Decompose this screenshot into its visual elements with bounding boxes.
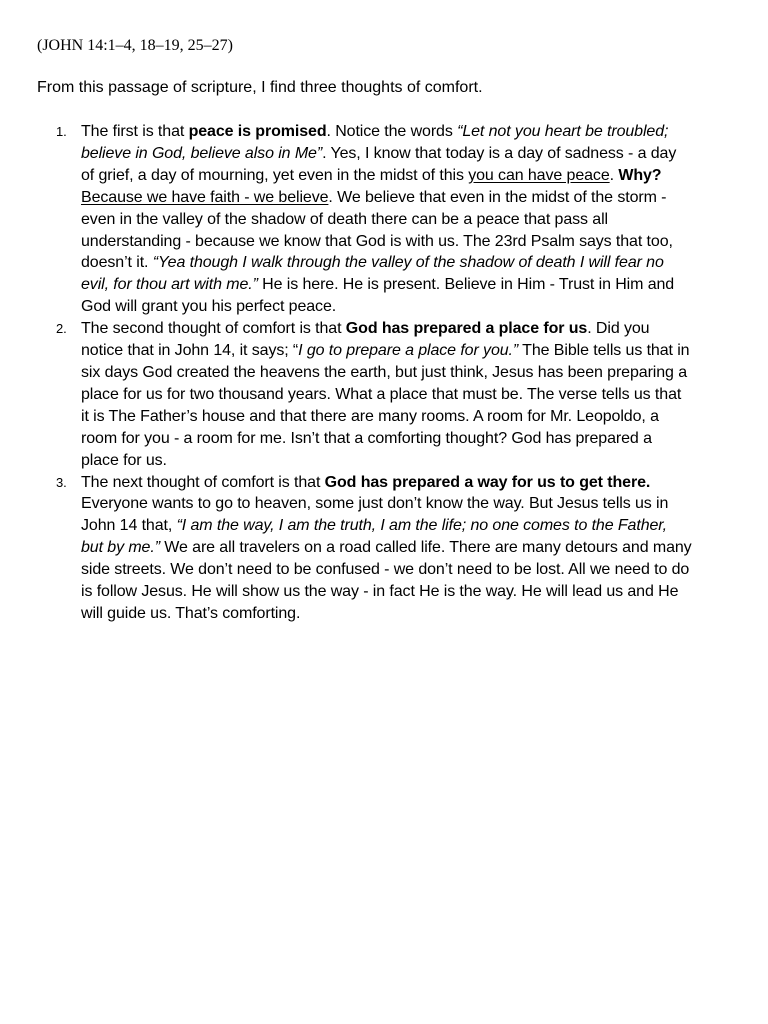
emphasis-bold: God has prepared a place for us [345,320,588,338]
intro-paragraph: From this passage of scripture, I find three thoughts of comfort. [37,79,483,96]
text-run: . Yes, I know that today is a day of sadness - a day of grief, a day of mourning, yet even in the midst of this [81,144,677,184]
list-item-2 [0,318,693,471]
text-run: . Did you notice that in John 14, it says; “ [81,320,650,360]
quote-italic: “I am the way, I am the truth, I am the life; no one comes to the Father, but by me.” [81,517,667,557]
emphasis-underline: you can have peace [468,166,610,184]
text-run: . Notice the words [326,123,458,140]
list-item-3 [0,472,693,625]
quote-italic: I go to prepare a place for you.” [298,342,519,360]
emphasis-bold: God has prepared a way for us to get there. [324,473,651,491]
emphasis-bold: Why? [618,166,662,184]
text-run: The second thought of comfort is that [81,320,346,338]
text-run: He is here. He is present. Believe in Him - Trust in Him and God will grant you his perfect peace. [81,276,675,316]
list-number: 2. [56,321,67,337]
emphasis-bold: peace is promised [188,123,327,140]
quote-italic: “Let not you heart be troubled; believe in God, believe also in Me” [81,123,669,162]
list-number: 3. [56,474,67,490]
scripture-reference: (JOHN 14:1–4, 18–19, 25–27) [37,37,233,54]
list-item-1 [0,121,693,318]
text-run: . We believe that even in the midst of the storm - even in the valley of the shadow of death there can be a peace that pass all understanding - because we know that God is with us. The 23rd Psalm says that too, doesn’t it. [81,188,673,272]
point-text [81,472,693,625]
text-run: The Bible tells us that in six days God created the heavens the earth, but just think, Jesus has been preparing a place for us for two thousand years. What a place that must be. The verse tells us that it is The Father’s house and that there are many rooms. A room for Mr. Leopoldo, a room for you - a room for me. Isn’t that a comforting thought? God has prepared a place for us. [81,342,690,469]
text-run: Everyone wants to go to heaven, some just don’t know the way. But Jesus tells us in John 14 that, [81,495,669,535]
text-run: We are all travelers on a road called life. There are many detours and many side streets. We don’t need to be confused - we don’t need to be lost. All we need to do is follow Jesus. He will show us the way - in fact He is the way. He will lead us and He will guide us. That’s comforting. [81,539,692,622]
text-run: The next thought of comfort is that [81,473,325,491]
point-text [81,121,693,318]
comfort-points-list [0,121,768,625]
quote-italic: “Yea though I walk through the valley of the shadow of death I will fear no evil, for thou art with me.” [81,254,664,294]
text-run: The first is that [81,123,189,140]
list-number: 1. [56,124,67,139]
text-run: . [609,166,619,184]
point-text [81,318,693,471]
emphasis-underline: Because we have faith - we believe [81,188,329,206]
